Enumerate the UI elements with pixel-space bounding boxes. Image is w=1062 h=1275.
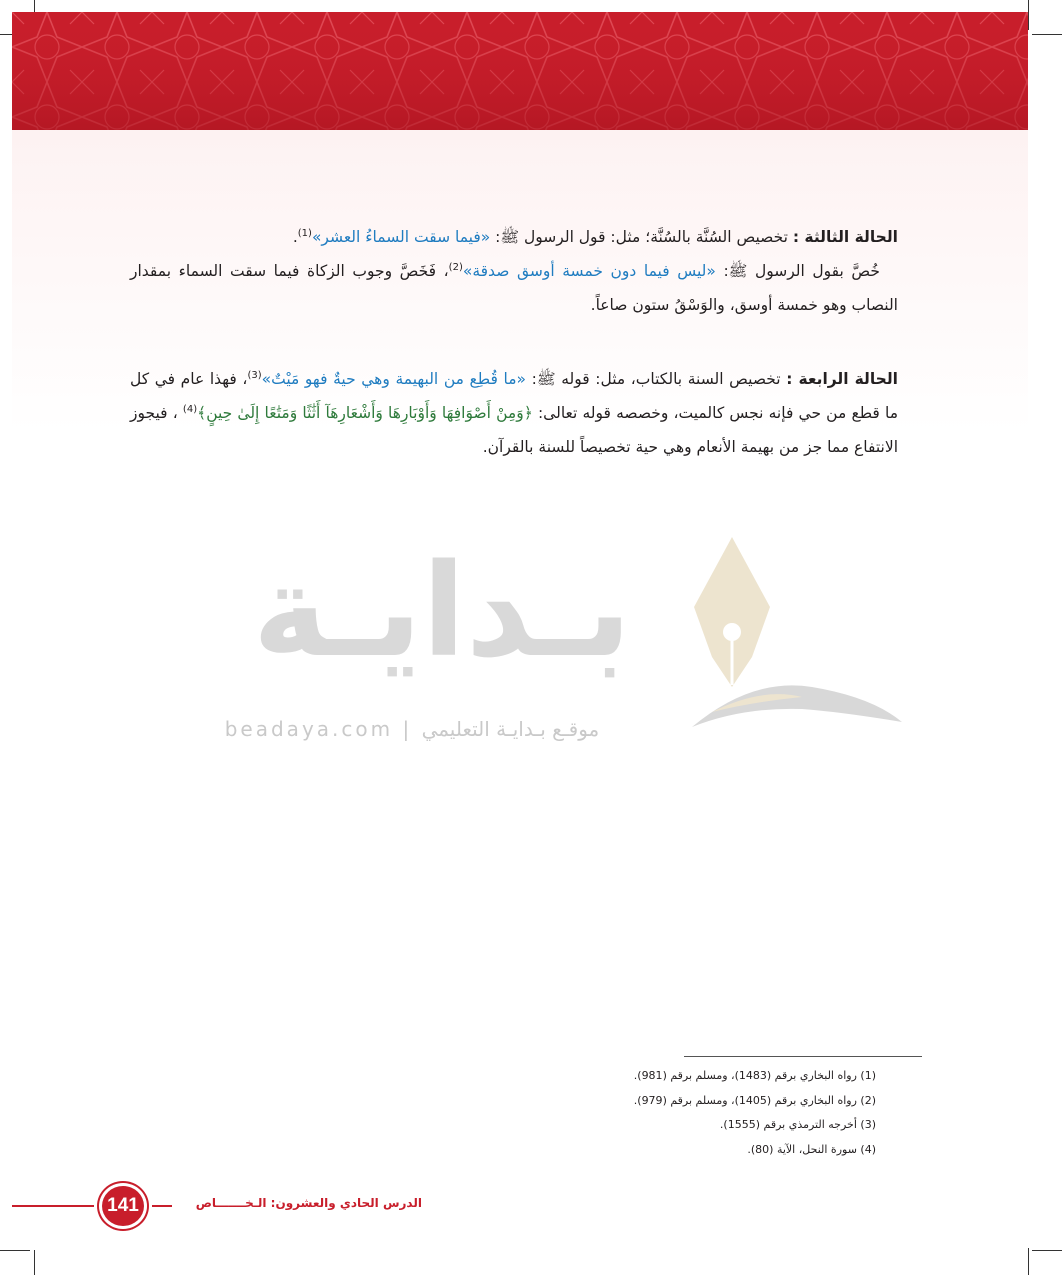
footnote-ref-2[interactable]: (2) [448, 261, 463, 273]
hadith-quote-2: «ليس فيما دون خمسة أوسق صدقة» [462, 262, 716, 280]
case-four-text2: ، فهذا عام في كل ما قطع من حي فإنه نجس كالميت، وخصصه قوله تعالى: [130, 370, 899, 422]
site-watermark [162, 537, 922, 767]
crop-mark [1028, 1248, 1029, 1275]
footnote-ref-1[interactable]: (1) [297, 227, 312, 239]
hadith-quote-3: «ما قُطِع من البهيمة وهي حيةٌ فهو مَيْتٌ» [261, 370, 527, 388]
case-four-text: تخصيص السنة بالكتاب، مثل: قوله ﷺ: [526, 370, 787, 388]
watermark-word: بـدايـة [252, 537, 632, 686]
header-banner [12, 12, 1028, 130]
case-three-line2: خُصَّ بقول الرسول ﷺ: [715, 262, 880, 280]
sentence-end: . [292, 228, 298, 246]
footnote-item: (3) أخرجه الترمذي برقم (1555). [719, 1118, 876, 1131]
case-three-paragraph [130, 220, 898, 322]
footnote-ref-3[interactable]: (3) [247, 369, 262, 381]
footnote-item: (2) رواه البخاري برقم (1405)، ومسلم برقم (979). [633, 1093, 876, 1107]
footer-rule-right [152, 1205, 172, 1207]
crop-mark [1032, 1250, 1062, 1251]
watermark-subtitle: beadaya.com | موقـع بـدايـة التعليمي [224, 717, 600, 741]
page-number-badge: 141 [102, 1186, 144, 1226]
case-four-text3: ، فيجوز الانتفاع مما جز من بهيمة الأنعام وهي حية تخصيصاً للسنة بالقرآن. [130, 404, 898, 456]
hadith-quote-1: «فيما سقت السماءُ العشر» [311, 228, 491, 246]
crop-mark [0, 1250, 30, 1251]
case-four-paragraph [130, 362, 898, 464]
crop-mark [1032, 34, 1062, 35]
page [12, 12, 1028, 1250]
quran-verse: ﴿وَمِنْ أَصْوَافِهَا وَأَوْبَارِهَا وَأَشْعَارِهَآ أَثَٰثًا وَمَتَٰعًا إِلَىٰ حِينٍ﴾ [197, 404, 533, 422]
footnote-ref-4[interactable]: (4) [182, 403, 198, 415]
lesson-title: الدرس الحادي والعشرون: الـخـــــــاص [195, 1196, 422, 1210]
footnote-divider [684, 1056, 922, 1057]
case-three-label: الحالة الثالثة : [792, 228, 898, 246]
case-three-text: تخصيص السُنَّة بالسُنَّة؛ مثل: قول الرسول ﷺ: [490, 228, 793, 246]
crop-mark [1028, 0, 1029, 30]
lesson-body [130, 220, 898, 464]
footnotes [476, 1064, 876, 1162]
footnote-item: (4) سورة النحل، الآية (80). [747, 1142, 876, 1156]
geometric-pattern [12, 12, 1028, 130]
footer-rule-left [12, 1205, 94, 1207]
case-three-line2-end: ، فَخَصَّ وجوب الزكاة فيما سقت السماء بمقدار النصاب وهو خمسة أوسق، والوَسْقُ ستون صاعاً. [130, 262, 898, 314]
footnote-item: (1) رواه البخاري برقم (1483)، ومسلم برقم (981). [633, 1069, 876, 1082]
case-four-label: الحالة الرابعة : [786, 370, 898, 388]
pen-nib-icon [692, 537, 912, 737]
crop-mark [34, 1248, 35, 1275]
